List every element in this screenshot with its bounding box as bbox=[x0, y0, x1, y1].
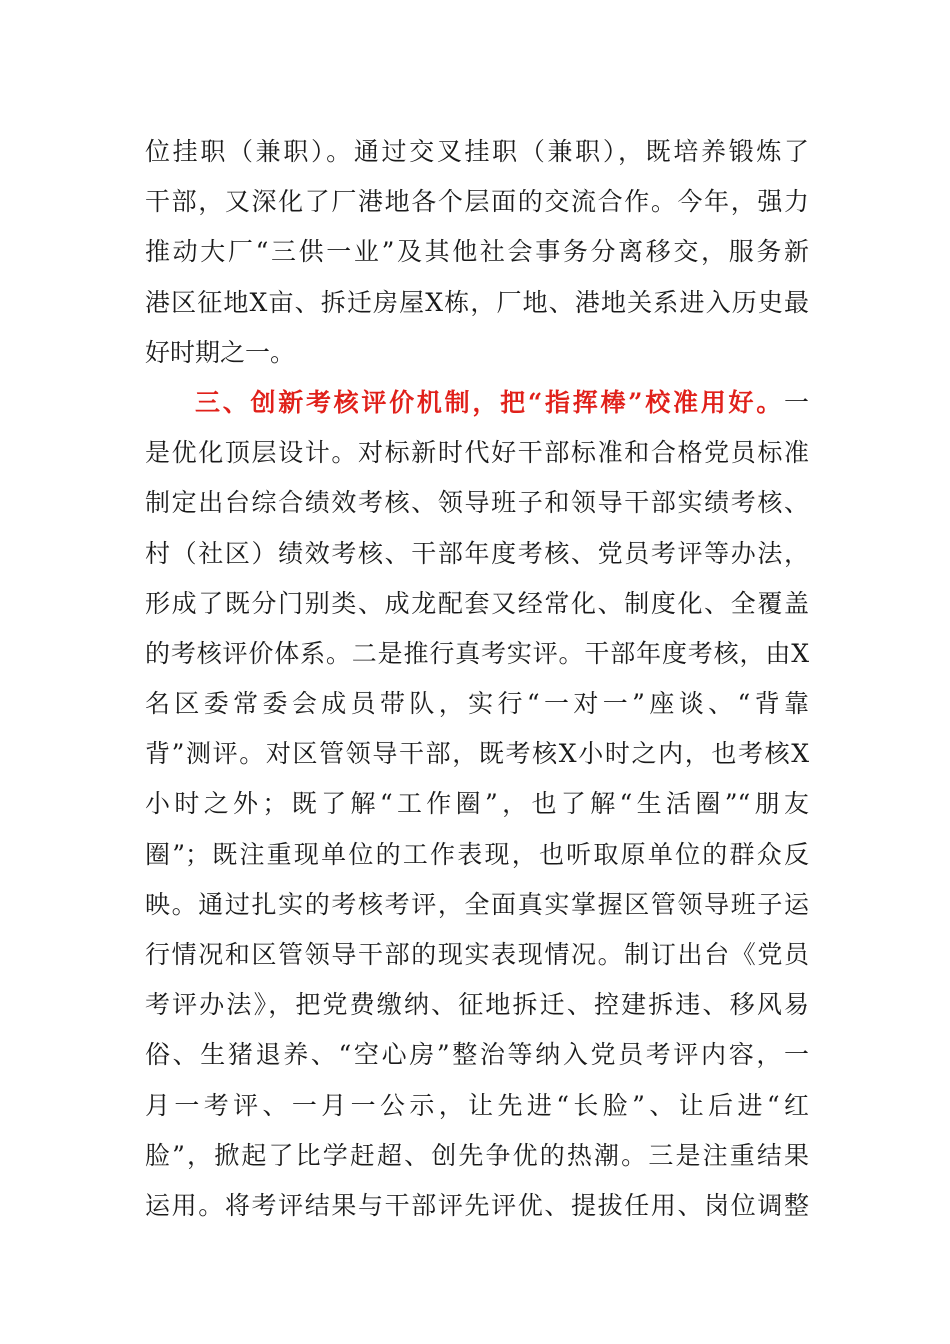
paragraph-2 bbox=[145, 378, 809, 1231]
paragraph-line: 小时之外；既了解“工作圈”，也了解“生活圈”“朋友 bbox=[145, 789, 809, 819]
paragraph-line: 干部，又深化了厂港地各个层面的交流合作。今年，强力 bbox=[145, 187, 809, 217]
paragraph-line: 行情况和区管领导干部的现实表现情况。制订出台《党员 bbox=[145, 940, 809, 969]
paragraph-line: 形成了既分门别类、成龙配套又经常化、制度化、全覆盖 bbox=[145, 588, 809, 618]
paragraph-line: 好时期之一。 bbox=[145, 337, 296, 367]
paragraph-line: 的考核评价体系。二是推行真考实评。干部年度考核，由X bbox=[145, 638, 809, 668]
heading-line-continuation: 一 bbox=[783, 387, 809, 417]
section-heading-line bbox=[145, 378, 809, 428]
paragraph-line: 映。通过扎实的考核考评，全面真实掌握区管领导班子运 bbox=[145, 889, 809, 919]
paragraph-line: 圈”；既注重现单位的工作表现，也听取原单位的群众反 bbox=[145, 839, 809, 869]
section-heading: 三、创新考核评价机制，把“指挥棒”校准用好。 bbox=[195, 387, 784, 417]
paragraph-line: 俗、生猪退养、“空心房”整治等纳入党员考评内容，一 bbox=[145, 1040, 809, 1070]
paragraph-line: 月一考评、一月一公示，让先进“长脸”、让后进“红 bbox=[145, 1090, 809, 1120]
paragraph-line: 运用。将考评结果与干部评先评优、提拔任用、岗位调整 bbox=[145, 1190, 809, 1220]
paragraph-line: 考评办法》，把党费缴纳、征地拆迁、控建拆违、移风易 bbox=[145, 990, 809, 1020]
paragraph-line: 村（社区）绩效考核、干部年度考核、党员考评等办法， bbox=[145, 538, 809, 568]
paragraph-line: 位挂职（兼职）。通过交叉挂职（兼职），既培养锻炼了 bbox=[145, 137, 809, 166]
paragraph-line: 推动大厂“三供一业”及其他社会事务分离移交，服务新 bbox=[145, 237, 809, 267]
paragraph-1 bbox=[145, 127, 809, 378]
document-body bbox=[145, 127, 809, 1231]
paragraph-line: 制定出台综合绩效考核、领导班子和领导干部实绩考核、 bbox=[145, 488, 809, 518]
paragraph-line: 名区委常委会成员带队，实行“一对一”座谈、“背靠 bbox=[145, 689, 809, 719]
paragraph-line: 是优化顶层设计。对标新时代好干部标准和合格党员标准 bbox=[145, 438, 809, 468]
paragraph-line: 港区征地X亩、拆迁房屋X栋，厂地、港地关系进入历史最 bbox=[145, 287, 809, 317]
paragraph-line: 背”测评。对区管领导干部，既考核X小时之内，也考核X bbox=[145, 739, 809, 769]
paragraph-line: 脸”，掀起了比学赶超、创先争优的热潮。三是注重结果 bbox=[145, 1140, 809, 1170]
